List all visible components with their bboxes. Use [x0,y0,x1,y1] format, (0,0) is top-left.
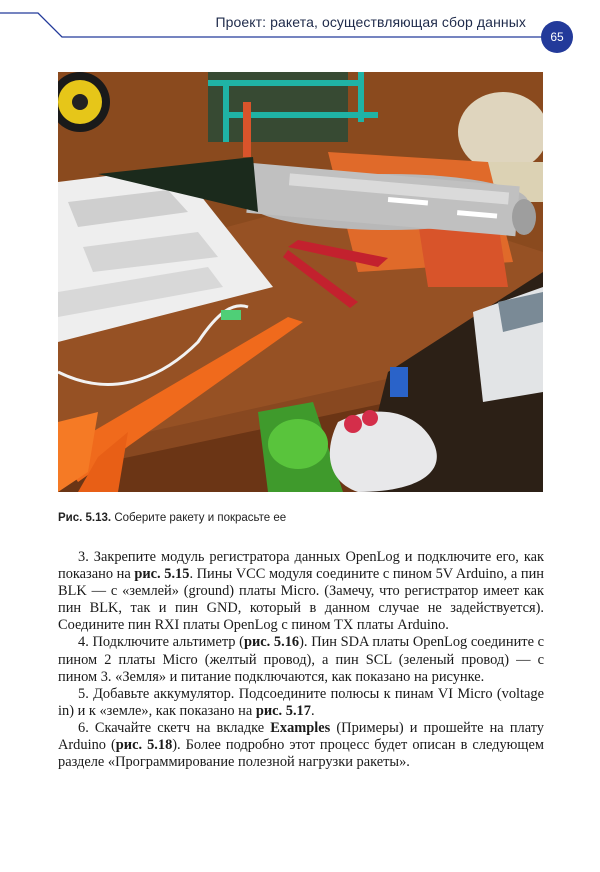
paragraph-step-6 [58,720,544,771]
paragraph-text: 6. Скачайте скетч на вкладке [78,719,271,736]
paragraph-text: 4. Подключите альтиметр ( [78,634,244,651]
figure-caption-text: Соберите ракету и покрасьте ее [114,512,287,524]
paragraph-step-4 [58,634,544,685]
page-number-badge: 65 [541,21,573,53]
header-decoration [0,0,600,60]
figure-reference: рис. 5.17 [255,702,311,719]
paragraph-text: . [310,702,315,719]
running-header-title: Проект: ракета, осуществляющая сбор данных [215,14,526,30]
paragraph-text: (Примеры) и прошейте на плату Arduino ( [58,719,545,754]
paragraph-text: ). Более подробно этот процесс будет описан в следующем разделе «Программирование полезной нагрузки ракеты». [58,737,545,771]
body-text [58,549,544,771]
paragraph-text: 5. Добавьте аккумулятор. Подсоедините полюсы к пинам VI Micro (voltage in) и к «земле», как показано на [58,685,544,719]
figure-photo-rocket [58,72,543,492]
paragraph-step-5 [58,686,544,720]
paragraph-text: 3. Закрепите модуль регистратора данных OpenLog и подключите его, как показано на [58,549,544,583]
paragraph-step-3 [58,549,544,634]
paragraph-text: . Пины VCC модуля соедините с пином 5V Arduino, а пин BLK — с «землей» (ground) платы Micro. (Замечу, что регистратор имеет как пин BLK, так и пин GND, который в данном случае не задействуется). Соедините пин RXI платы OpenLog с пином TX платы Arduino. [58,566,545,634]
tab-reference: Examples [270,719,331,736]
figure-reference: рис. 5.16 [243,634,300,651]
figure-caption-label: Рис. 5.13. [58,512,112,524]
figure-reference: рис. 5.18 [115,737,173,754]
figure-caption [58,512,543,524]
paragraph-text: ). Пин SDA платы OpenLog соедините с пином 2 платы Micro (желтый провод), а пин SCL (зеленый провод) — с пином 3. «Земля» и питание подключаются, как показано на рисунке. [58,634,545,685]
figure-reference: рис. 5.15 [134,566,190,583]
